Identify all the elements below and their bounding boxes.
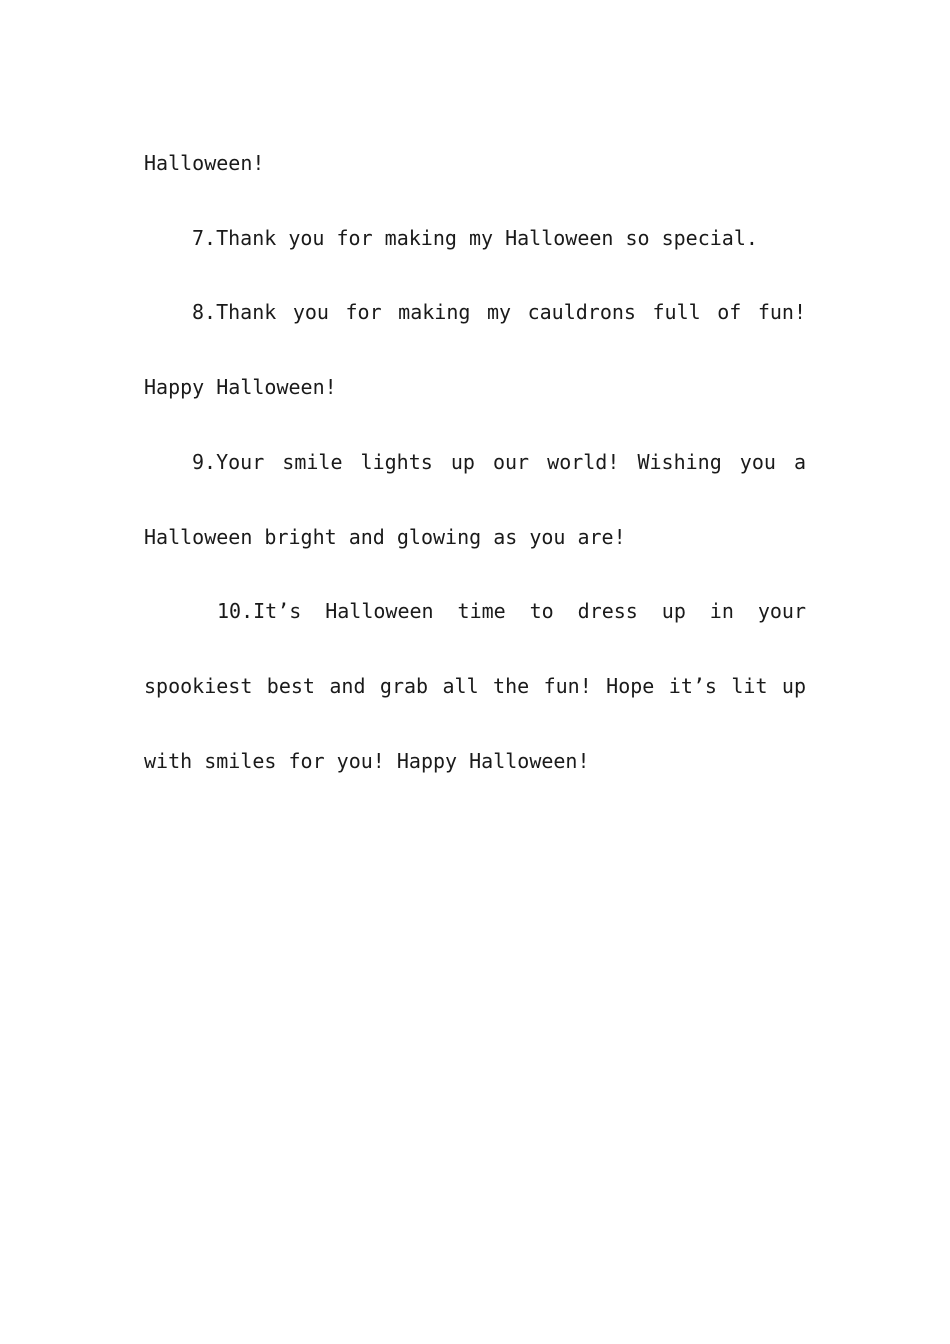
paragraph-item-10: 10.It’s Halloween time to dress up in your spookiest best and grab all the fun! Hope it’s lit up with smiles for you! Happy Halloween!	[144, 599, 806, 773]
document-body	[144, 126, 806, 798]
paragraph-item-7: 7.Thank you for making my Halloween so special.	[192, 225, 758, 250]
paragraph-item-9: 9.Your smile lights up our world! Wishing you a Halloween bright and glowing as you are!	[144, 449, 806, 549]
paragraph-continuation: Halloween!	[144, 151, 265, 175]
paragraph-item-8: 8.Thank you for making my cauldrons full of fun! Happy Halloween!	[144, 300, 806, 400]
